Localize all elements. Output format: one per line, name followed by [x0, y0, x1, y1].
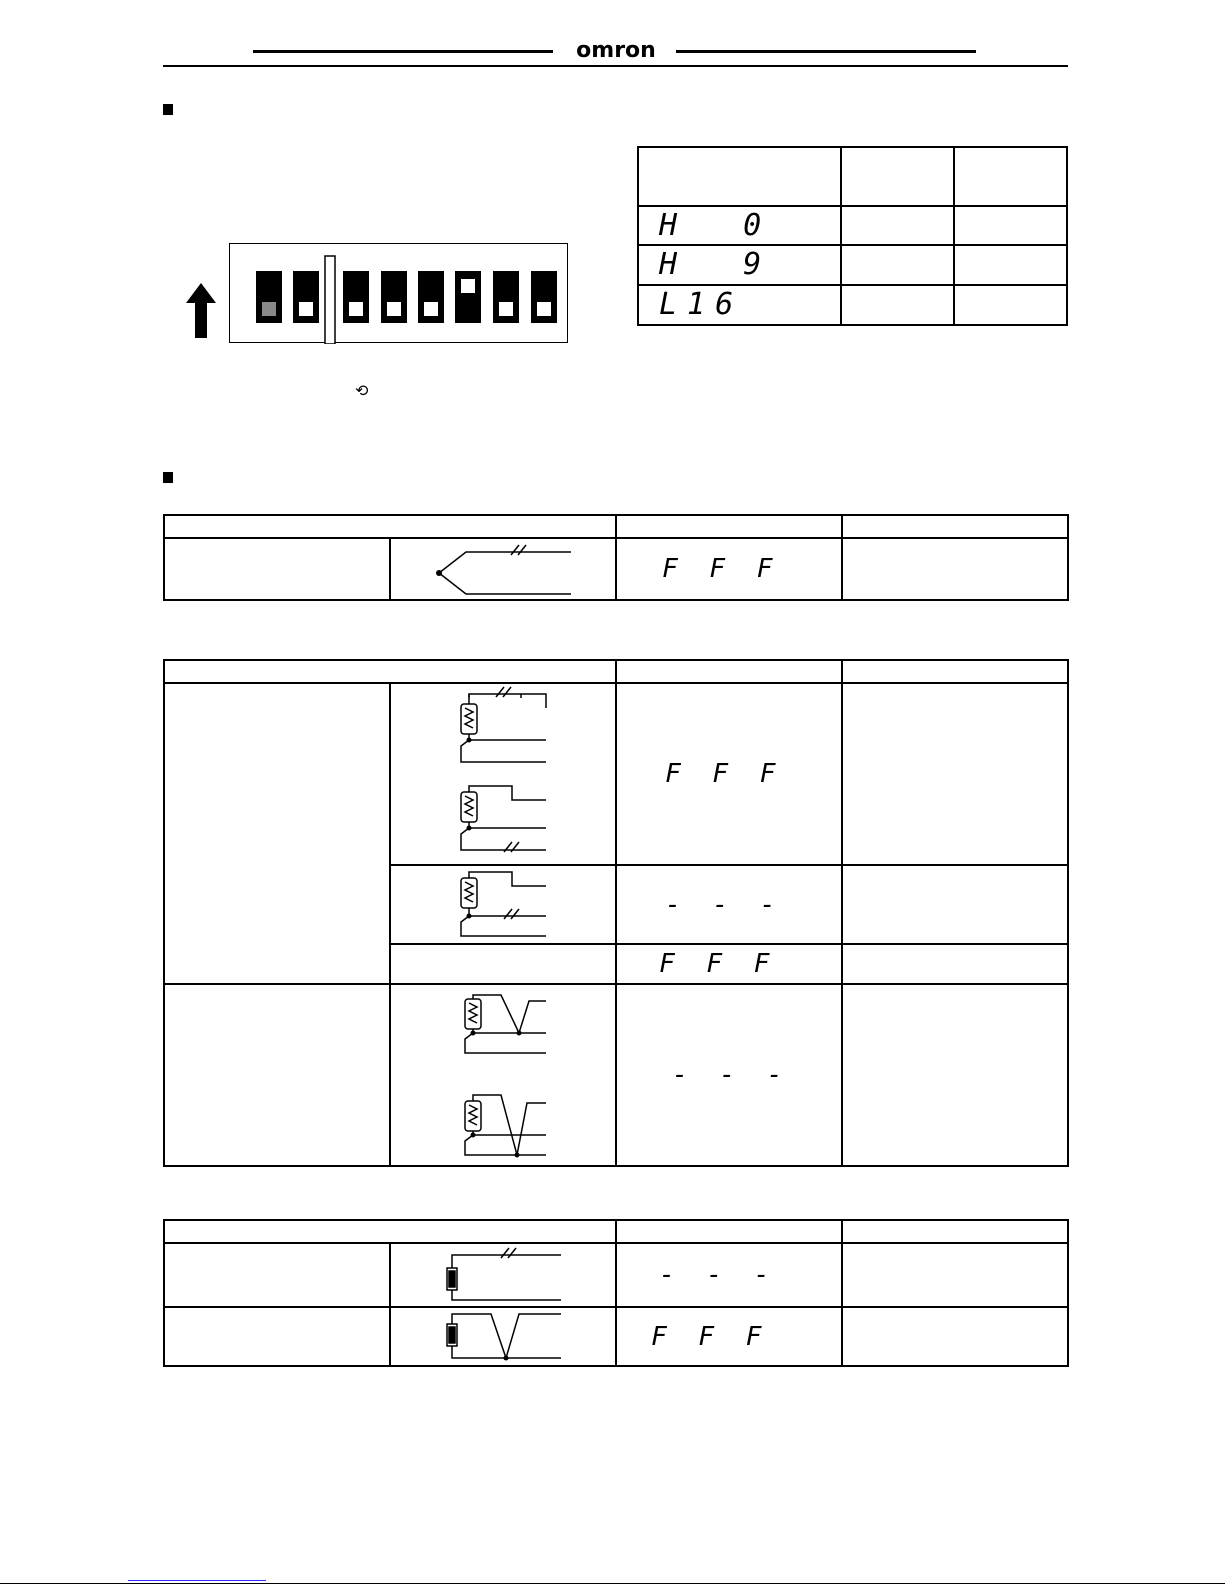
seven-seg-display: - - -	[659, 1260, 778, 1290]
table-header	[164, 1220, 616, 1243]
platinum-rtd-table	[163, 659, 1069, 1167]
table-header	[616, 1220, 842, 1243]
table-row	[164, 1307, 1068, 1366]
arrow-up-icon	[186, 283, 216, 338]
dip-switch-5	[418, 271, 444, 323]
seven-seg-display: H 0	[659, 207, 772, 243]
table-header	[842, 1220, 1068, 1243]
footer-link-underline	[128, 1580, 266, 1581]
dip-switch-4	[381, 271, 407, 323]
dip-switch-3	[343, 271, 369, 323]
rtd-short-diagram	[391, 866, 615, 943]
rtd-short-circuit-diagrams	[391, 985, 615, 1165]
seven-seg-display: - - -	[672, 1060, 791, 1090]
table-header	[842, 660, 1068, 683]
table-row	[164, 683, 1068, 865]
header-line-right	[676, 50, 976, 53]
code-table-row	[638, 245, 1067, 285]
thermocouple-open-diagram	[391, 539, 615, 599]
seven-seg-display: H 9	[659, 247, 772, 282]
omron-logo: omron	[576, 38, 656, 63]
dip-switch-panel	[229, 243, 568, 343]
dip-switch-1	[256, 271, 282, 323]
seven-seg-display: F F F	[651, 1321, 770, 1352]
code-table	[637, 146, 1068, 326]
code-table-header-2	[841, 147, 954, 206]
table-header	[842, 515, 1068, 538]
section-bullet-1	[163, 104, 173, 115]
code-table-header-1	[638, 147, 841, 206]
code-table-row	[638, 285, 1067, 325]
dip-switch-7	[493, 271, 519, 323]
table-row	[164, 538, 1068, 600]
dip-switch-2	[293, 271, 319, 323]
header-line-left	[253, 50, 553, 53]
table-header	[164, 515, 616, 538]
seven-seg-display: - - -	[665, 889, 784, 920]
dip-switch-divider	[325, 256, 335, 344]
loop-icon: ⟲	[355, 381, 369, 400]
dip-switch-8	[531, 271, 557, 323]
table-header	[164, 660, 616, 683]
section-bullet-2	[163, 472, 173, 483]
table-row	[164, 1243, 1068, 1307]
code-table-row	[638, 206, 1067, 245]
analog-input-table	[163, 1219, 1069, 1367]
rtd-open-diagrams	[391, 684, 615, 864]
seven-seg-display: F F F	[659, 949, 778, 979]
table-header	[616, 660, 842, 683]
footer-rule	[0, 1583, 1225, 1584]
input-open-diagram	[391, 1244, 615, 1306]
thermocouple-table	[163, 514, 1069, 601]
seven-seg-display: F F F	[665, 759, 784, 789]
seven-seg-display: L16	[659, 287, 744, 322]
seven-seg-display: F F F	[662, 554, 781, 584]
code-table-header-3	[954, 147, 1067, 206]
table-header	[616, 515, 842, 538]
header-rule	[163, 65, 1068, 67]
table-row	[164, 984, 1068, 1166]
dip-switch-6	[455, 271, 481, 323]
input-short-diagram	[391, 1308, 615, 1365]
dip-switch	[230, 244, 569, 344]
